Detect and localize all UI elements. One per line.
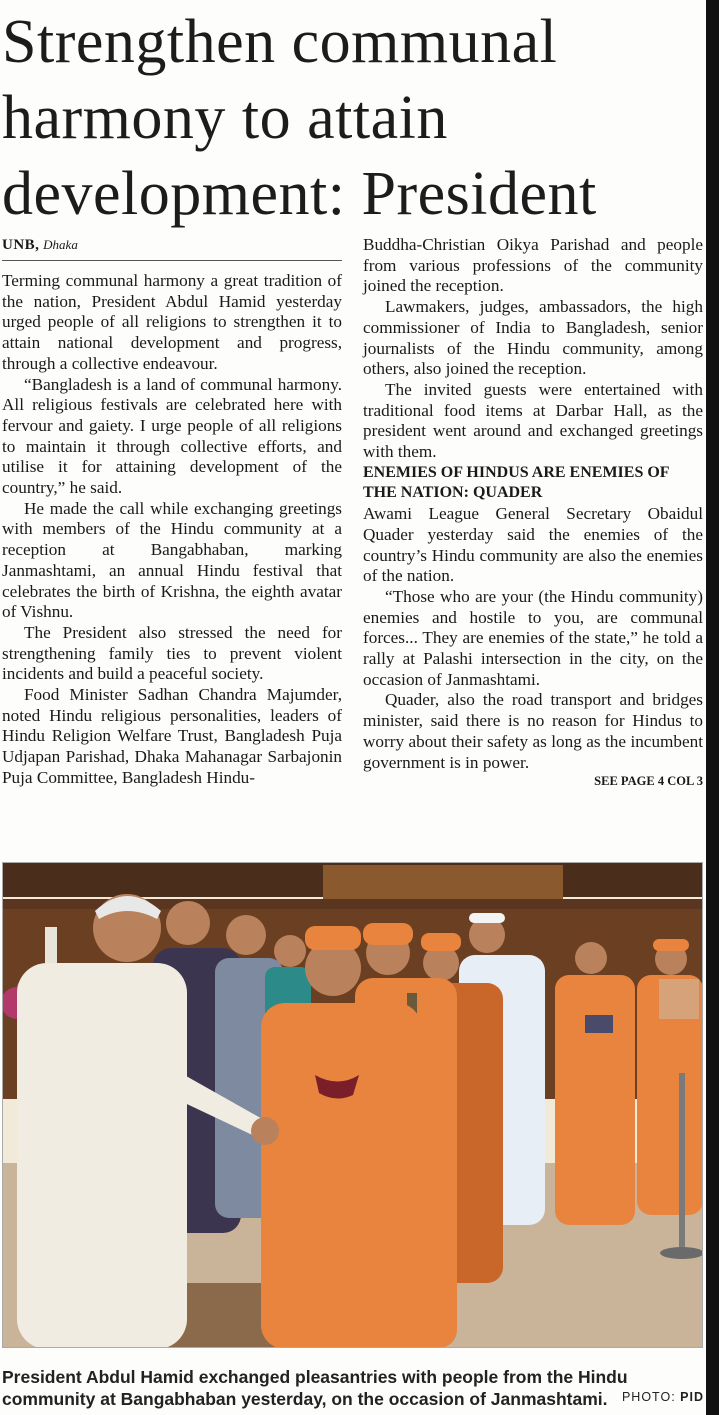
rope-stanchion (679, 1073, 685, 1253)
byline-place: Dhaka (43, 237, 78, 252)
paragraph: Terming communal harmony a great tradition of the nation, President Abdul Hamid yesterday urged people of all religions to strengthen it to attain national development and progress, through a collective endeavour. (2, 271, 342, 373)
byline-agency: UNB, (2, 237, 40, 253)
paragraph: Buddha-Christian Oikya Parishad and people from various professions of the community joined the reception. (363, 235, 703, 296)
continued-jump-line: SEE PAGE 4 COL 3 (594, 774, 703, 789)
paragraph: “Those who are your (the Hindu community) enemies and hostile to you, are communal forces... They are enemies of the state,” he told a rally at Palashi intersection in the city, on the occasion of Janmashtami. (363, 586, 703, 689)
news-photo (2, 862, 703, 1348)
photo-illustration (3, 863, 703, 1348)
paragraph: The invited guests were entertained with traditional food items at Darbar Hall, as the president went around and exchanged greetings with them. (363, 379, 703, 462)
headline: Strengthen communal harmony to attain development: President (2, 8, 597, 228)
article-column-1 (2, 235, 342, 789)
page-edge-bar (706, 0, 719, 1415)
monk-right-2 (637, 939, 703, 1215)
subhead: ENEMIES OF HINDUS ARE ENEMIES OF THE NATION: QUADER (363, 463, 669, 502)
paragraph: “Bangladesh is a land of communal harmony. All religious festivals are celebrated here with fervour and gaiety. I urge people of all religions to maintain it through collective efforts, and utilise it for attaining development of the country,” he said. (2, 374, 342, 498)
ornate-frame (323, 865, 563, 899)
byline (2, 235, 342, 261)
paragraph: Food Minister Sadhan Chandra Majumder, noted Hindu religious personalities, leaders of Hindu Religion Welfare Trust, Bangladesh Puja Udjapan Parishad, Dhaka Mahanagar Sarbajonin Puja Committee, Bangladesh Hindu- (2, 685, 342, 787)
stanchion-base (660, 1247, 703, 1259)
photo-credit (622, 1390, 704, 1404)
paragraph: Lawmakers, judges, ambassadors, the high commissioner of India to Bangladesh, senior journalists of the Hindu community, among others, also joined the reception. (363, 297, 703, 379)
paragraph: He made the call while exchanging greetings with members of the Hindu community at a reception at Bangabhaban, marking Janmashtami, an annual Hindu festival that celebrates the birth of Krishna, the eighth avatar of Vishnu. (2, 498, 342, 622)
article-column-2 (363, 235, 703, 789)
monk-right-1 (555, 942, 635, 1225)
paragraph: Awami League General Secretary Obaidul Quader yesterday said the enemies of the country’s Hindu community are also the enemies of the nation. (363, 504, 703, 586)
photo-caption: President Abdul Hamid exchanged pleasantries with people from the Hindu community at Bangabhaban yesterday, on the occasion of Janmashtami. (2, 1367, 628, 1409)
paragraph: The President also stressed the need for strengthening family ties to prevent violent incidents and build a peaceful society. (2, 622, 342, 684)
statuette (45, 927, 57, 963)
paragraph: Quader, also the road transport and bridges minister, said there is no reason for Hindus to worry about their safety as long as the incumbent government is in power. (363, 690, 703, 772)
photo-credit-label: PHOTO: (621, 1390, 676, 1404)
photo-credit-source: PID (680, 1390, 704, 1404)
handshake (251, 1117, 279, 1145)
